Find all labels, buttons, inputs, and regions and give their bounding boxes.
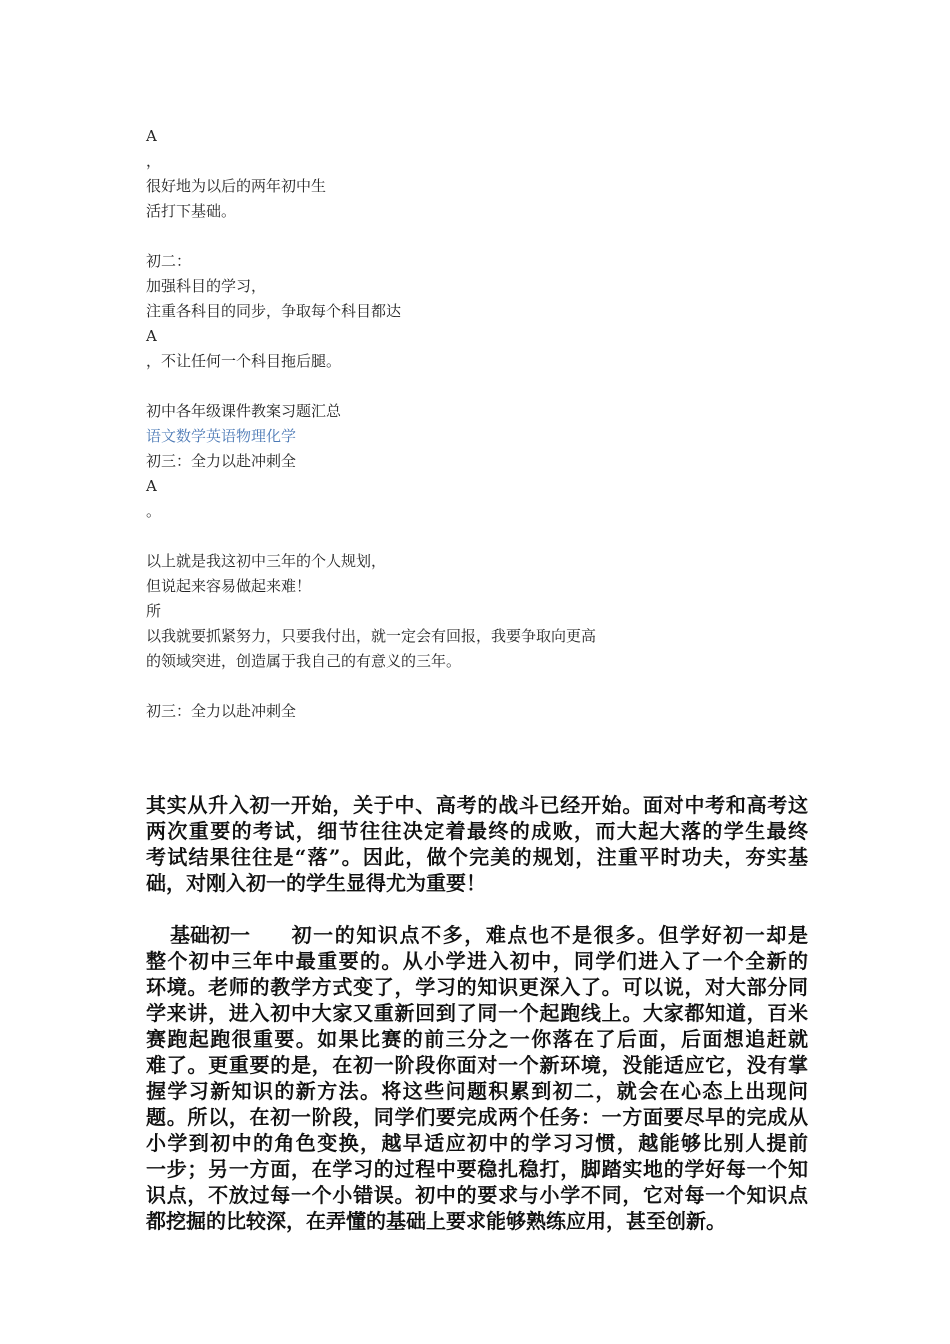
subjects-link[interactable]: 语文数学英语物理化学 bbox=[146, 427, 297, 445]
text-line: ， bbox=[146, 152, 162, 170]
paragraph-line: 其实从升入初一开始，关于中、高考的战斗已经开始。面对中考和高考这 bbox=[146, 793, 808, 817]
paragraph-line: 础，对刚入初一的学生显得尤为重要！ bbox=[146, 871, 486, 895]
article-body bbox=[146, 792, 808, 1234]
text-line: 加强科目的学习， bbox=[146, 277, 267, 295]
paragraph-line: 一步；另一方面，在学习的过程中要稳扎稳打，脚踏实地的学好每一个知 bbox=[146, 1157, 808, 1181]
text-line: A bbox=[146, 477, 157, 495]
grade-three-heading: 初三：全力以赴冲刺全 bbox=[146, 452, 297, 470]
blank-line bbox=[146, 524, 766, 549]
paragraph-line: 两次重要的考试，细节往往决定着最终的成败，而大起大落的学生最终 bbox=[146, 819, 808, 843]
paragraph-line: 识点，不放过每一个小错误。初中的要求与小学不同，它对每一个知识点 bbox=[146, 1183, 808, 1207]
paragraph-line: 难了。更重要的是，在初一阶段你面对一个新环境，没能适应它，没有掌 bbox=[146, 1053, 808, 1077]
text-line: 活打下基础。 bbox=[146, 202, 237, 220]
text-line: A bbox=[146, 127, 157, 145]
text-line: 以我就要抓紧努力，只要我付出，就一定会有回报，我要争取向更高 bbox=[146, 627, 597, 645]
paragraph-line: 赛跑起跑很重要。如果比赛的前三分之一你落在了后面，后面想追赶就 bbox=[146, 1027, 808, 1051]
text-line: 注重各科目的同步，争取每个科目都达 bbox=[146, 302, 402, 320]
paragraph-line: 整个初中三年中最重要的。从小学进入初中，同学们进入了一个全新的 bbox=[146, 949, 808, 973]
text-line: 的领域突进，创造属于我自己的有意义的三年。 bbox=[146, 652, 462, 670]
paragraph-line: 都挖掘的比较深，在弄懂的基础上要求能够熟练应用，甚至创新。 bbox=[146, 1209, 726, 1233]
paragraph-gap bbox=[146, 896, 808, 922]
text-line: 很好地为以后的两年初中生 bbox=[146, 177, 327, 195]
foundation-heading: 基础初一 bbox=[170, 923, 250, 947]
resources-title: 初中各年级课件教案习题汇总 bbox=[146, 402, 342, 420]
paragraph-line: 学来讲，进入初中大家又重新回到了同一个起跑线上。大家都知道，百米 bbox=[146, 1001, 808, 1025]
planning-notes bbox=[146, 124, 766, 724]
paragraph-line: 小学到初中的角色变换，越早适应初中的学习习惯，越能够比别人提前 bbox=[146, 1131, 808, 1155]
grade-two-heading: 初二： bbox=[146, 252, 192, 270]
blank-line bbox=[146, 674, 766, 699]
grade-three-heading-repeat: 初三：全力以赴冲刺全 bbox=[146, 702, 297, 720]
paragraph-line: 题。所以，在初一阶段，同学们要完成两个任务：一方面要尽早的完成从 bbox=[146, 1105, 808, 1129]
blank-line bbox=[146, 374, 766, 399]
text-line: A bbox=[146, 327, 157, 345]
paragraph-line: 握学习新知识的新方法。将这些问题积累到初二，就会在心态上出现问 bbox=[146, 1079, 808, 1103]
intro-paragraph bbox=[146, 792, 808, 896]
text-line: 。 bbox=[146, 502, 162, 520]
text-line: 以上就是我这初中三年的个人规划， bbox=[146, 552, 387, 570]
text-line: 所 bbox=[146, 602, 162, 620]
paragraph-first-line-text: 初一的知识点不多，难点也不是很多。但学好初一却是 bbox=[290, 923, 808, 947]
blank-line bbox=[146, 224, 766, 249]
text-line: ，不让任何一个科目拖后腿。 bbox=[146, 352, 342, 370]
foundation-paragraph bbox=[146, 922, 808, 1234]
paragraph-first-line bbox=[146, 922, 808, 948]
paragraph-line: 环境。老师的教学方式变了，学习的知识更深入了。可以说，对大部分同 bbox=[146, 975, 808, 999]
text-line: 但说起来容易做起来难！ bbox=[146, 577, 312, 595]
paragraph-line: 考试结果往往是“落”。因此，做个完美的规划，注重平时功夫，夯实基 bbox=[146, 845, 808, 869]
